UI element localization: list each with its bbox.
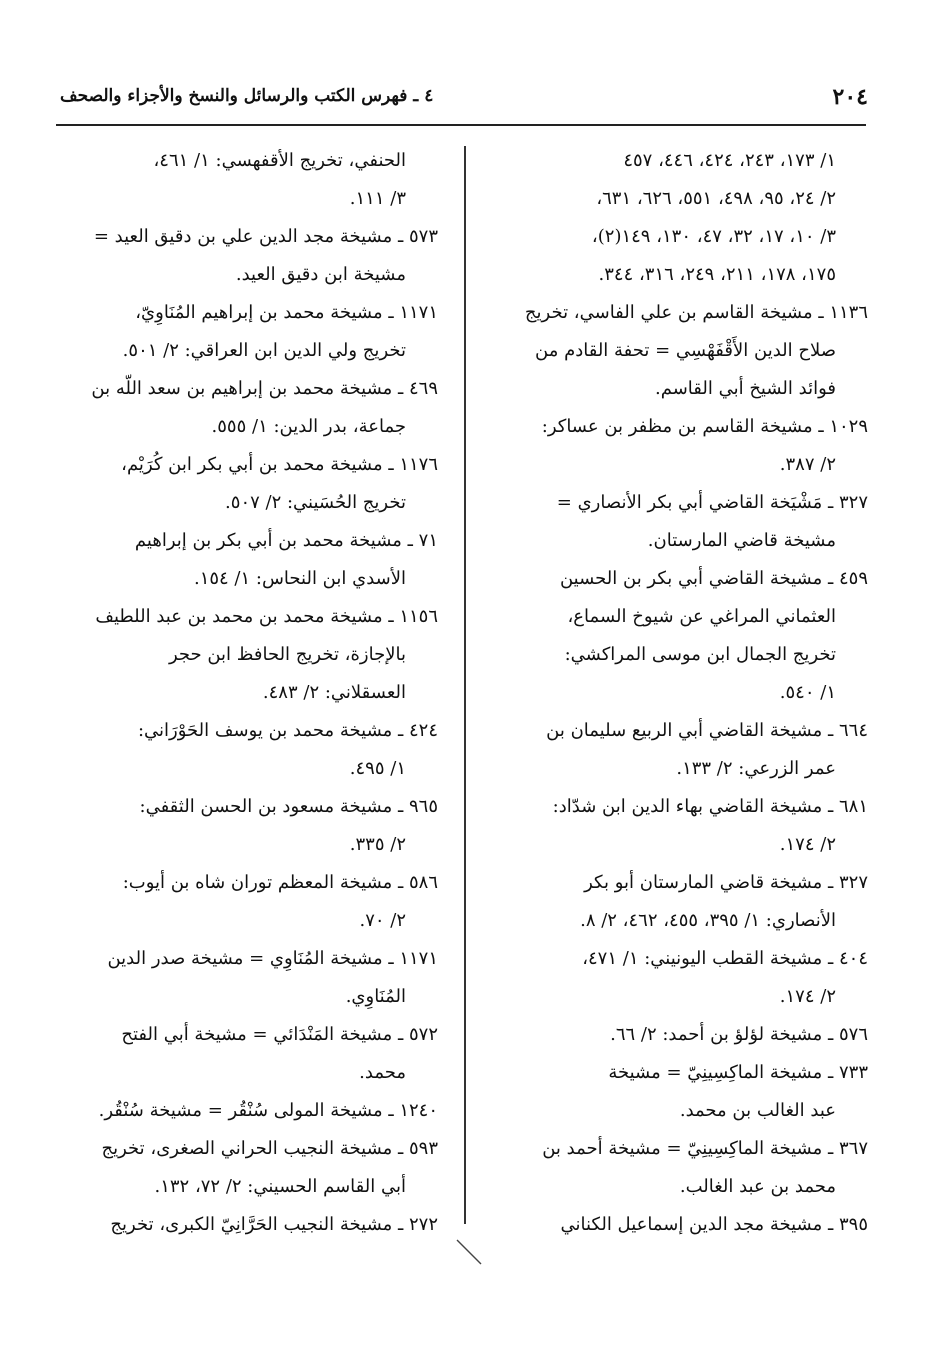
left-column-line: ١/ ٤٩٥. <box>349 758 406 779</box>
right-column-line: ٣٦٧ ـ مشيخة الماكِسِينِيّ = مشيخة أحمد بن <box>542 1138 868 1159</box>
left-column-line: مشيخة ابن دقيق العيد. <box>235 264 406 285</box>
right-column-line: ٤٠٤ ـ مشيخة القطب اليونيني: ١/ ٤٧١، <box>582 948 868 969</box>
right-column-line: ١/ ٥٤٠. <box>779 682 836 703</box>
right-column-line: ١٧٥، ١٧٨، ٢١١، ٢٤٩، ٣١٦، ٣٤٤. <box>598 264 836 285</box>
left-column-line: ٢/ ٧٠. <box>359 910 406 931</box>
right-column-line: ٤٥٩ ـ مشيخة القاضي أبي بكر بن الحسين <box>559 568 868 589</box>
right-column-line: ٢/ ١٧٤. <box>779 986 836 1007</box>
left-column-line: الحنفي، تخريج الأقفهسي: ١/ ٤٦١، <box>153 150 406 171</box>
right-column-line: ٧٣٣ ـ مشيخة الماكِسِينِيّ = مشيخة <box>608 1062 868 1083</box>
left-column-line: ٥٧٢ ـ مشيخة المَنْدَائي = مشيخة أبي الفتح <box>121 1024 438 1045</box>
right-column-line: ٣٩٥ ـ مشيخة مجد الدين إسماعيل الكناني <box>560 1214 868 1235</box>
left-column-line: المُنَاوِي. <box>345 986 406 1007</box>
left-column-line: العسقلاني: ٢/ ٤٨٣. <box>262 682 406 703</box>
left-column-line: ٥٧٣ ـ مشيخة مجد الدين علي بن دقيق العيد = <box>93 226 438 247</box>
left-column-line: أبي القاسم الحسيني: ٢/ ٧٢، ١٣٢. <box>154 1176 406 1197</box>
right-column-line: مشيخة قاضي المارستان. <box>647 530 836 551</box>
right-column-line: محمد بن عبد الغالب. <box>679 1176 836 1197</box>
left-column-line: ١٢٤٠ ـ مشيخة المولى سُنْقُر = مشيخة سُنْقُر. <box>98 1100 438 1121</box>
right-column-line: ٥٧٦ ـ مشيخة لؤلؤ بن أحمد: ٢/ ٦٦. <box>610 1024 868 1045</box>
right-column-line: العثماني المراغي عن شيوخ السماع، <box>567 606 836 627</box>
right-column-line: ٣٢٧ ـ مشيخة قاضي المارستان أبو بكر <box>584 872 868 893</box>
running-title: ٤ ـ فهرس الكتب والرسائل والنسخ والأجزاء والصحف <box>60 86 434 106</box>
left-column-line: ٤٦٩ ـ مشيخة محمد بن إبراهيم بن سعد اللّه بن <box>91 378 438 399</box>
column-divider <box>464 146 466 1224</box>
left-column-line: الأسدي ابن النحاس: ١/ ١٥٤. <box>193 568 406 589</box>
right-column-line: ٢/ ١٧٤. <box>779 834 836 855</box>
left-column-line: محمد. <box>359 1062 406 1083</box>
left-column-line: ٢/ ٣٣٥. <box>349 834 406 855</box>
left-column-line: تخريج ولي الدين ابن العراقي: ٢/ ٥٠١. <box>122 340 406 361</box>
right-column-line: عبد الغالب بن محمد. <box>679 1100 836 1121</box>
header-rule <box>56 124 866 126</box>
left-column-line: تخريج الحُسَيني: ٢/ ٥٠٧. <box>225 492 406 513</box>
right-column-line: تخريج الجمال ابن موسى المراكشي: <box>564 644 836 665</box>
right-column-line: ٢/ ٣٨٧. <box>779 454 836 475</box>
right-column-line: ٦٨١ ـ مشيخة القاضي بهاء الدين ابن شدّاد: <box>552 796 868 817</box>
right-column-line: ٦٦٤ ـ مشيخة القاضي أبي الربيع سليمان بن <box>546 720 868 741</box>
scan-mark <box>455 1238 485 1268</box>
right-column-line: فوائد الشيخ أبي القاسم. <box>655 378 836 399</box>
left-column-line: بالإجازة، تخريج الحافظ ابن حجر <box>168 644 406 665</box>
right-column-line: ١/ ١٧٣، ٢٤٣، ٤٢٤، ٤٤٦، ٤٥٧ <box>623 150 836 171</box>
left-column-line: ٤٢٤ ـ مشيخة محمد بن يوسف الحَوْرَاني: <box>137 720 438 741</box>
left-column <box>58 142 438 1244</box>
right-column-line: الأنصاري: ١/ ٣٩٥، ٤٥٥، ٤٦٢، ٢/ ٨. <box>580 910 836 931</box>
page-number: ٢٠٤ <box>832 84 868 110</box>
right-column-line: ١٠٢٩ ـ مشيخة القاسم بن مظفر بن عساكر: <box>541 416 868 437</box>
left-column-line: ٥٩٣ ـ مشيخة النجيب الحراني الصغرى، تخريج <box>101 1138 438 1159</box>
left-column-line: ٥٨٦ ـ مشيخة المعظم توران شاه بن أيوب: <box>122 872 438 893</box>
left-column-line: ٧١ ـ مشيخة محمد بن أبي بكر بن إبراهيم <box>134 530 438 551</box>
page-header <box>60 82 868 122</box>
left-column-line: ٣/ ١١١. <box>349 188 406 209</box>
left-column-line: ١١٧١ ـ مشيخة محمد بن إبراهيم المُنَاوِيّ، <box>135 302 438 323</box>
left-column-line: ١١٥٦ ـ مشيخة محمد بن محمد بن عبد اللطيف <box>95 606 438 627</box>
left-column-line: ٢٧٢ ـ مشيخة النجيب الحَرَّانِيّ الكبرى، تخريج <box>110 1214 438 1235</box>
left-column-line: ١١٧١ ـ مشيخة المُنَاوِي = مشيخة صدر الدين <box>107 948 438 969</box>
left-column-line: ١١٧٦ ـ مشيخة محمد بن أبي بكر ابن كُرَيْم، <box>121 454 438 475</box>
right-column <box>488 142 868 1244</box>
right-column-line: ٣/ ١٠، ١٧، ٣٢، ٤٧، ١٣٠، ١٤٩(٢)، <box>591 226 836 247</box>
right-column-line: عمر الزرعي: ٢/ ١٣٣. <box>676 758 836 779</box>
left-column-line: جماعة، بدر الدين: ١/ ٥٥٥. <box>211 416 406 437</box>
right-column-line: صلاح الدين الأَقْفَهْسِي = تحفة القادم من <box>535 340 836 361</box>
right-column-line: ٣٢٧ ـ مَشْيَخة القاضي أبي بكر الأنصاري = <box>556 492 868 513</box>
right-column-line: ٢/ ٢٤، ٩٥، ٤٩٨، ٥٥١، ٦٢٦، ٦٣١، <box>596 188 836 209</box>
right-column-line: ١١٣٦ ـ مشيخة القاسم بن علي الفاسي، تخريج <box>524 302 868 323</box>
left-column-line: ٩٦٥ ـ مشيخة مسعود بن الحسن الثقفي: <box>139 796 438 817</box>
